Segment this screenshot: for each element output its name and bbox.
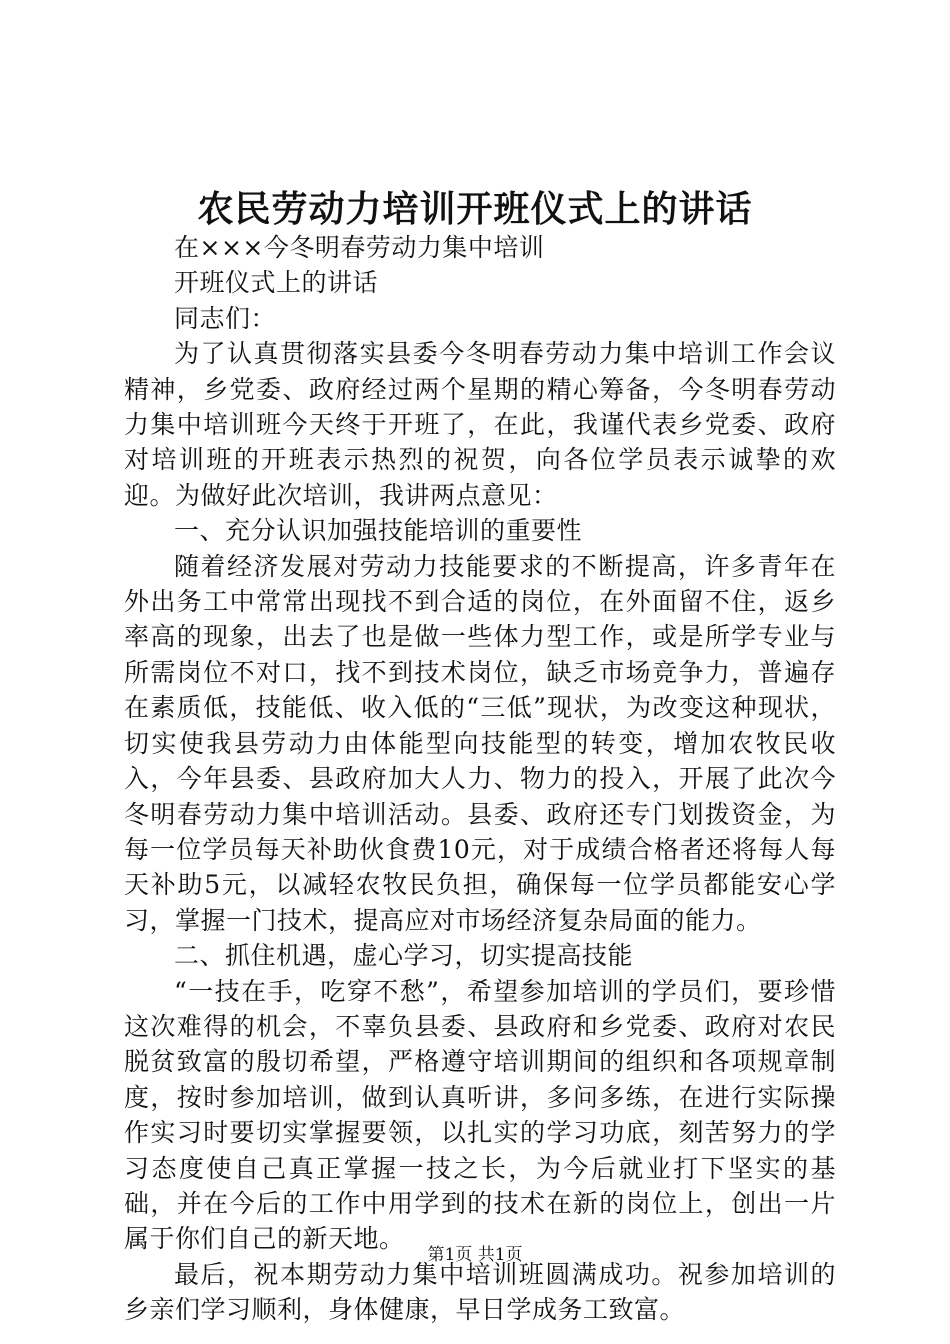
page-footer: 第1页 共1页 — [427, 1245, 523, 1265]
salutation: 同志们： — [174, 303, 277, 333]
document-body — [124, 230, 836, 1328]
paragraph-section-2: “一技在手，吃穿不愁”，希望参加培训的学员们，要珍惜这次难得的机会，不辜负县委、县政府和乡党委、政府对农民脱贫致富的殷切希望，严格遵守培训期间的组织和各项规章制度，按时参加培训，做到认真听讲，多问多练，在进行实际操作实习时要切实掌握要领，以扎实的学习功底，刻苦努力的学习态度使自己真正掌握一技之长，为今后就业打下坚实的基础，并在今后的工作中用学到的技术在新的岗位上，创出一片属于你们自己的新天地。 — [124, 976, 836, 1254]
subtitle-line-2: 开班仪式上的讲话 — [174, 268, 379, 298]
paragraph-section-1: 随着经济发展对劳动力技能要求的不断提高，许多青年在外出务工中常常出现找不到合适的岗位，在外面留不住，返乡率高的现象，出去了也是做一些体力型工作，或是所学专业与所需岗位不对口，找不到技术岗位，缺乏市场竞争力，普遍存在素质低，技能低、收入低的“三低”现状，为改变这种现状，切实使我县劳动力由体能型向技能型的转变，增加农牧民收入，今年县委、县政府加大人力、物力的投入，开展了此次今冬明春劳动力集中培训活动。县委、政府还专门划拨资金，为每一位学员每天补助伙食费10元，对于成绩合格者还将每人每天补助5元，以减轻农牧民负担，确保每一位学员都能安心学习，掌握一门技术，提高应对市场经济复杂局面的能力。 — [124, 551, 836, 935]
paragraph-intro: 为了认真贯彻落实县委今冬明春劳动力集中培训工作会议精神，乡党委、政府经过两个星期的精心筹备，今冬明春劳动力集中培训班今天终于开班了，在此，我谨代表乡党委、政府对培训班的开班表示热烈的祝贺，向各位学员表示诚挚的欢迎。为做好此次培训，我讲两点意见： — [124, 339, 836, 510]
section-heading-1: 一、充分认识加强技能培训的重要性 — [174, 516, 583, 546]
document-title: 农民劳动力培训开班仪式上的讲话 — [197, 188, 753, 230]
section-heading-2: 二、抓住机遇，虚心学习，切实提高技能 — [174, 941, 634, 971]
paragraph-closing: 最后，祝本期劳动力集中培训班圆满成功。祝参加培训的乡亲们学习顺利，身体健康，早日学成务工致富。 — [124, 1259, 836, 1325]
subtitle-line-1: 在×××今冬明春劳动力集中培训 — [174, 233, 545, 262]
